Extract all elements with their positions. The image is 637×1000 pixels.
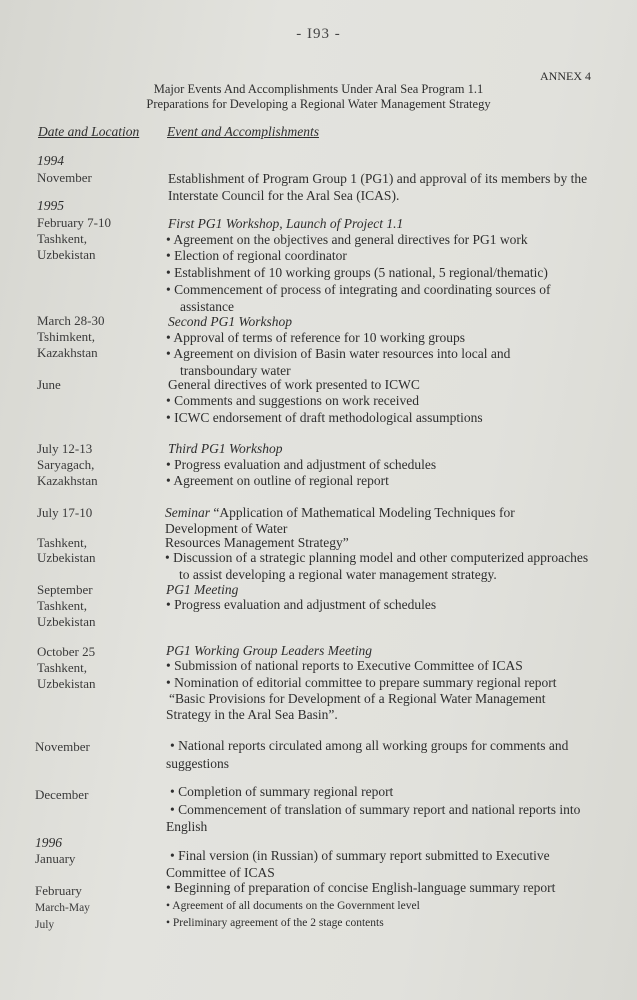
event-date: October 25 bbox=[37, 644, 96, 659]
event-title: Second PG1 Workshop bbox=[168, 314, 292, 329]
event-date: February 7-10 bbox=[37, 215, 112, 230]
event-title: Third PG1 Workshop bbox=[168, 441, 283, 456]
event-bullet: • Agreement on the objectives and general directives for PG1 work bbox=[166, 232, 610, 249]
event-location: Tashkent, bbox=[37, 535, 87, 550]
event-bullet: • Approval of terms of reference for 10 working groups bbox=[166, 330, 610, 347]
event-location: Uzbekistan bbox=[37, 676, 96, 691]
event-bullet: • Final version (in Russian) of summary report submitted to Executive Committee of ICAS bbox=[166, 847, 591, 881]
annex-label: ANNEX 4 bbox=[540, 69, 591, 83]
year-heading: 1994 bbox=[37, 153, 64, 168]
event-bullet: • Preliminary agreement of the 2 stage contents bbox=[166, 915, 610, 932]
column-header-date: Date and Location bbox=[38, 124, 140, 139]
event-location: Kazakhstan bbox=[37, 345, 98, 360]
event-bullet: • Establishment of 10 working groups (5 national, 5 regional/thematic) bbox=[166, 265, 610, 282]
event-location: Kazakhstan bbox=[37, 473, 98, 488]
event-date: September bbox=[37, 582, 93, 597]
event-text bbox=[165, 505, 595, 522]
column-header-event: Event and Accomplishments bbox=[167, 124, 319, 139]
event-text: Strategy in the Aral Sea Basin”. bbox=[166, 707, 338, 722]
event-bullet: • Submission of national reports to Executive Committee of ICAS bbox=[166, 658, 610, 675]
event-date: June bbox=[37, 377, 61, 392]
title-line-2: Preparations for Developing a Regional Water Management Strategy bbox=[146, 97, 491, 111]
year-heading: 1995 bbox=[37, 198, 64, 213]
event-bullet: • Agreement on division of Basin water resources into local and transboundary water bbox=[166, 346, 570, 379]
event-date: March 28-30 bbox=[37, 313, 105, 328]
year-heading: 1996 bbox=[35, 835, 62, 850]
event-date: July bbox=[35, 919, 55, 931]
title-line-1: Major Events And Accomplishments Under Aral Sea Program 1.1 bbox=[153, 82, 484, 96]
event-text: General directives of work presented to ICWC bbox=[168, 377, 420, 392]
event-bullet: • Commencement of process of integrating and coordinating sources of assistance bbox=[166, 282, 600, 315]
event-title: Seminar bbox=[165, 505, 210, 520]
page-number: - I93 - bbox=[296, 26, 341, 42]
event-bullet: • Agreement on outline of regional report bbox=[166, 473, 610, 490]
event-text: “Application of Mathematical Modeling Techniques for bbox=[213, 505, 515, 520]
event-bullet: • Comments and suggestions on work received bbox=[166, 393, 610, 410]
event-text: Establishment of Program Group 1 (PG1) and approval of its members by the Interstate Council for the Aral Sea (ICAS). bbox=[168, 171, 588, 203]
event-bullet: • Discussion of a strategic planning model and other computerized approaches to assist developing a regional water management strategy. bbox=[165, 550, 599, 583]
event-text: “Basic Provisions for Development of a Regional Water Management bbox=[169, 691, 546, 706]
event-date: November bbox=[35, 739, 90, 754]
event-location: Uzbekistan bbox=[37, 550, 96, 565]
event-location: Tashkent, bbox=[37, 231, 87, 246]
event-bullet: • Progress evaluation and adjustment of schedules bbox=[166, 457, 610, 474]
event-date: December bbox=[35, 787, 89, 802]
event-bullet: • Beginning of preparation of concise English-language summary report bbox=[166, 880, 620, 897]
event-date: July 17-10 bbox=[37, 505, 93, 520]
event-bullet: • Progress evaluation and adjustment of schedules bbox=[166, 597, 610, 614]
event-bullet: • Completion of summary regional report bbox=[166, 784, 596, 801]
event-location: Uzbekistan bbox=[37, 247, 96, 262]
event-bullet: • Nomination of editorial committee to prepare summary regional report bbox=[166, 675, 620, 692]
event-bullet: • Commencement of translation of summary report and national reports into English bbox=[166, 801, 596, 835]
event-date: November bbox=[37, 170, 92, 185]
event-bullet: • Agreement of all documents on the Government level bbox=[166, 898, 610, 915]
event-bullet: • ICWC endorsement of draft methodological assumptions bbox=[166, 410, 610, 427]
event-text: Development of Water bbox=[165, 521, 288, 536]
event-location: Uzbekistan bbox=[37, 614, 96, 629]
event-date: July 12-13 bbox=[37, 441, 93, 456]
event-title: First PG1 Workshop, Launch of Project 1.1 bbox=[168, 216, 404, 231]
event-text: Resources Management Strategy” bbox=[165, 535, 349, 550]
event-title: PG1 Working Group Leaders Meeting bbox=[166, 643, 372, 658]
event-location: Tshimkent, bbox=[37, 329, 95, 344]
event-bullet: • Election of regional coordinator bbox=[166, 248, 610, 265]
event-title: PG1 Meeting bbox=[166, 582, 239, 597]
event-location: Tashkent, bbox=[37, 660, 87, 675]
event-location: Tashkent, bbox=[37, 598, 87, 613]
event-date: January bbox=[35, 851, 76, 866]
event-date: March-May bbox=[35, 902, 90, 914]
event-location: Saryagach, bbox=[37, 457, 95, 472]
event-bullet: • National reports circulated among all working groups for comments and suggestions bbox=[166, 737, 586, 773]
event-date: February bbox=[35, 883, 82, 898]
